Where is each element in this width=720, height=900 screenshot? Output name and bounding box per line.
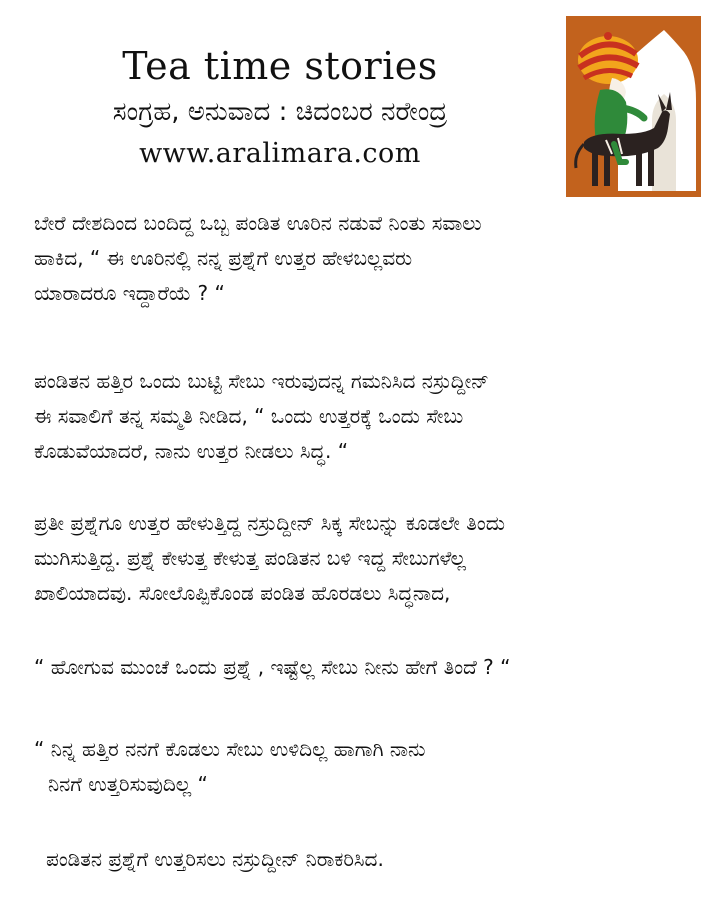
story-paragraph-5 <box>34 732 426 802</box>
illustration-graphic <box>566 16 701 197</box>
page-subtitle: ಸಂಗ್ರಹ, ಅನುವಾದ : ಚಿದಂಬರ ನರೇಂದ್ರ <box>112 97 448 127</box>
story-line: ಈ ಸವಾಲಿಗೆ ತನ್ನ ಸಮ್ಮತಿ ನೀಡಿದ, “ ಒಂದು ಉತ್ತರಕ್ಕೆ ಒಂದು ಸೇಬು <box>34 404 464 428</box>
story-paragraph-4 <box>34 650 510 685</box>
story-paragraph-1 <box>34 206 482 311</box>
story-paragraph-2 <box>34 364 489 469</box>
page-title: Tea time stories <box>122 44 438 88</box>
story-paragraph-6 <box>46 842 384 877</box>
story-line: ಪಂಡಿತನ ಹತ್ತಿರ ಒಂದು ಬುಟ್ಟಿ ಸೇಬು ಇರುವುದನ್ನ ಗಮನಿಸಿದ ನಸ್ರುದ್ದೀನ್ <box>34 369 489 393</box>
page-header <box>0 40 560 176</box>
story-line: ಯಾರಾದರೂ ಇದ್ದಾರೆಯೆ ? “ <box>34 281 225 305</box>
website-url: www.aralimara.com <box>139 138 421 169</box>
story-line: ಪಂಡಿತನ ಪ್ರಶ್ನೆಗೆ ಉತ್ತರಿಸಲು ನಸ್ರುದ್ದೀನ್ ನಿರಾಕರಿಸಿದ. <box>46 847 384 871</box>
story-line: ನಿನಗೆ ಉತ್ತರಿಸುವುದಿಲ್ಲ “ <box>48 772 208 796</box>
story-line: “ ಹೋಗುವ ಮುಂಚೆ ಒಂದು ಪ್ರಶ್ನೆ , ಇಷ್ಟೆಲ್ಲ ಸೇಬು ನೀನು ಹೇಗೆ ತಿಂದೆ ? “ <box>34 655 511 679</box>
nasruddin-on-donkey-illustration <box>566 16 701 197</box>
story-line: ಖಾಲಿಯಾದವು. ಸೋಲೊಪ್ಪಿಕೊಂಡ ಪಂಡಿತ ಹೊರಡಲು ಸಿದ್ಧನಾದ, <box>34 581 451 605</box>
story-line: ಮುಗಿಸುತ್ತಿದ್ದ. ಪ್ರಶ್ನೆ ಕೇಳುತ್ತ ಕೇಳುತ್ತ ಪಂಡಿತನ ಬಳಿ ಇದ್ದ ಸೇಬುಗಳೆಲ್ಲ <box>34 546 466 570</box>
story-line: ಪ್ರತೀ ಪ್ರಶ್ನೆಗೂ ಉತ್ತರ ಹೇಳುತ್ತಿದ್ದ ನಸ್ರುದ್ದೀನ್ ಸಿಕ್ಕ ಸೇಬನ್ನು ಕೂಡಲೇ ತಿಂದು <box>34 511 505 535</box>
story-line: ಹಾಕಿದ, “ ಈ ಊರಿನಲ್ಲಿ ನನ್ನ ಪ್ರಶ್ನೆಗೆ ಉತ್ತರ ಹೇಳಬಲ್ಲವರು <box>34 246 413 270</box>
story-line: ಕೊಡುವೆಯಾದರೆ, ನಾನು ಉತ್ತರ ನೀಡಲು ಸಿದ್ಧ. “ <box>34 439 349 463</box>
story-line: ಬೇರೆ ದೇಶದಿಂದ ಬಂದಿದ್ದ ಒಬ್ಬ ಪಂಡಿತ ಊರಿನ ನಡುವೆ ನಿಂತು ಸವಾಲು <box>34 211 482 235</box>
story-line: “ ನಿನ್ನ ಹತ್ತಿರ ನನಗೆ ಕೊಡಲು ಸೇಬು ಉಳಿದಿಲ್ಲ ಹಾಗಾಗಿ ನಾನು <box>34 737 426 761</box>
story-paragraph-3 <box>34 506 505 611</box>
